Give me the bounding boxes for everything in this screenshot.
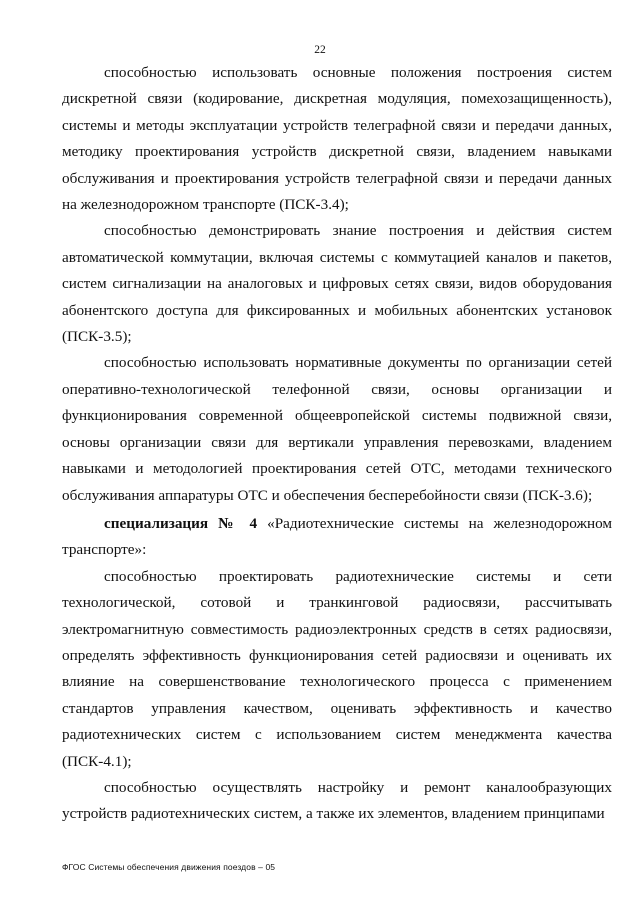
- paragraph-psk-3-4: способностью использовать основные положения построения систем дискретной связи (кодирование, дискретная модуляция, помехозащищенность), системы и методы эксплуатации устройств телеграфной связи и передачи данных, методику проектирования устройств дискретной связи, владением навыками обслуживания и проектирования устройств телеграфной связи и передачи данных на железнодорожном транспорте (ПСК-3.4);: [62, 64, 612, 214]
- specialization-title: «Радиотехнические системы на железнодорожном транспорте»:: [62, 514, 613, 559]
- specialization-label: специализация № 4: [104, 514, 258, 532]
- page-number: 22: [314, 44, 326, 56]
- paragraph-psk-4-2-partial: способностью осуществлять настройку и ремонт каналообразующих устройств радиотехнических систем, а также их элементов, владением принципами: [62, 778, 612, 823]
- specialization-heading: [62, 509, 612, 564]
- paragraph-psk-3-6: способностью использовать нормативные документы по организации сетей оперативно-технологической телефонной связи, основы организации и функционирования современной общеевропейской системы подвижной связи, основы организации связи для вертикали управления перевозками, владением навыками и методологией проектирования сетей ОТС, методами технического обслуживания аппаратуры ОТС и обеспечения бесперебойности связи (ПСК-3.6);: [62, 354, 612, 504]
- paragraph-psk-3-5: способностью демонстрировать знание построения и действия систем автоматической коммутации, включая системы с коммутацией каналов и пакетов, систем сигнализации на аналоговых и цифровых сетях связи, видов оборудования абонентского доступа для фиксированных и мобильных абонентских установок (ПСК-3.5);: [62, 222, 612, 346]
- page-footer: ФГОС Системы обеспечения движения поездов – 05: [62, 862, 276, 872]
- paragraph-psk-4-1: способностью проектировать радиотехнические системы и сети технологической, сотовой и транкинговой радиосвязи, рассчитывать электромагнитную совместимость радиоэлектронных средств в сетях радиосвязи, определять эффективность функционирования сетей радиосвязи и оценивать их влияние на совершенствование технологического процесса с применением стандартов управления качеством, оценивать эффективность и качество радиотехнических систем с использованием систем менеджмента качества (ПСК-4.1);: [62, 567, 612, 770]
- document-body: [62, 60, 612, 828]
